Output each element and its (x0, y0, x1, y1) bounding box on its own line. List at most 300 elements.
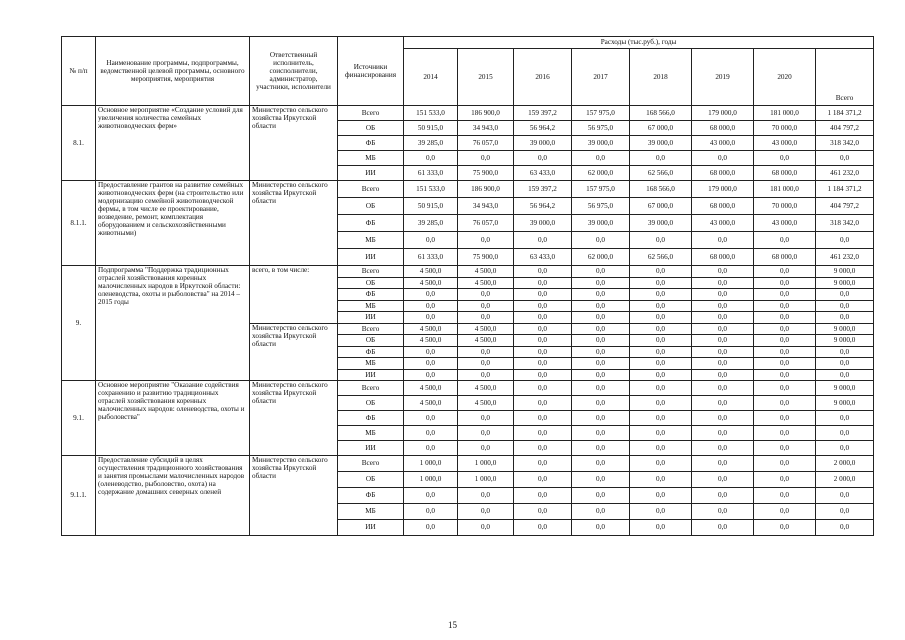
amount-cell: 0,0 (692, 396, 754, 411)
amount-cell: 4 500,0 (404, 277, 458, 289)
amount-cell: 4 500,0 (458, 381, 514, 396)
amount-cell: 0,0 (754, 504, 816, 520)
row-number: 9.1.1. (62, 456, 96, 536)
responsible: Министерство сельского хозяйства Иркутской области (250, 181, 338, 266)
responsible: Министерство сельского хозяйства Иркутской области (250, 381, 338, 456)
funding-source: Всего (338, 381, 404, 396)
amount-cell: 9 000,0 (816, 277, 874, 289)
amount-cell: 0,0 (754, 346, 816, 358)
funding-source: МБ (338, 358, 404, 370)
amount-cell: 0,0 (816, 358, 874, 370)
funding-source: ОБ (338, 121, 404, 136)
amount-cell: 0,0 (816, 289, 874, 301)
table-row (62, 181, 874, 198)
header-year: 2018 (630, 49, 692, 106)
amount-cell: 0,0 (458, 232, 514, 249)
amount-cell: 157 975,0 (572, 181, 630, 198)
amount-cell: 0,0 (514, 381, 572, 396)
amount-cell: 179 000,0 (692, 181, 754, 198)
amount-cell: 0,0 (816, 346, 874, 358)
amount-cell: 0,0 (572, 456, 630, 472)
amount-cell: 0,0 (816, 151, 874, 166)
amount-cell: 4 500,0 (404, 335, 458, 347)
amount-cell: 0,0 (816, 488, 874, 504)
amount-cell: 68 000,0 (692, 249, 754, 266)
amount-cell: 0,0 (458, 411, 514, 426)
funding-source: ФБ (338, 411, 404, 426)
amount-cell: 0,0 (754, 426, 816, 441)
amount-cell: 1 000,0 (458, 472, 514, 488)
amount-cell: 0,0 (572, 323, 630, 335)
amount-cell: 0,0 (754, 289, 816, 301)
amount-cell: 0,0 (630, 232, 692, 249)
amount-cell: 0,0 (630, 411, 692, 426)
amount-cell: 168 566,0 (630, 106, 692, 121)
amount-cell: 63 433,0 (514, 249, 572, 266)
header-num: № п/п (62, 37, 96, 106)
amount-cell: 0,0 (630, 381, 692, 396)
amount-cell: 2 000,0 (816, 456, 874, 472)
amount-cell: 0,0 (572, 488, 630, 504)
row-title: Предоставление субсидий в целях осуществления традиционного хозяйствования и занятия промыслами малочисленных народов (оленеводство, рыболовство, охота) на содержание домашних северных оленей (96, 456, 250, 536)
amount-cell: 0,0 (572, 151, 630, 166)
amount-cell: 0,0 (404, 151, 458, 166)
funding-source: МБ (338, 504, 404, 520)
amount-cell: 0,0 (458, 346, 514, 358)
amount-cell: 0,0 (630, 335, 692, 347)
amount-cell: 76 057,0 (458, 215, 514, 232)
header-name: Наименование программы, подпрограммы, ведомственной целевой программы, основного мероприятия, мероприятия (96, 37, 250, 106)
amount-cell: 0,0 (754, 323, 816, 335)
amount-cell: 0,0 (692, 335, 754, 347)
amount-cell: 62 566,0 (630, 166, 692, 181)
amount-cell: 39 000,0 (572, 136, 630, 151)
amount-cell: 0,0 (404, 312, 458, 324)
amount-cell: 0,0 (458, 488, 514, 504)
amount-cell: 0,0 (630, 312, 692, 324)
amount-cell: 0,0 (572, 335, 630, 347)
amount-cell: 0,0 (404, 300, 458, 312)
header-total: Всего (816, 49, 874, 106)
amount-cell: 70 000,0 (754, 198, 816, 215)
expenses-table (61, 36, 874, 536)
amount-cell: 0,0 (754, 151, 816, 166)
amount-cell: 0,0 (754, 488, 816, 504)
funding-source: ИИ (338, 166, 404, 181)
amount-cell: 1 000,0 (404, 472, 458, 488)
amount-cell: 9 000,0 (816, 323, 874, 335)
funding-source: ИИ (338, 249, 404, 266)
funding-source: ФБ (338, 289, 404, 301)
funding-source: ОБ (338, 198, 404, 215)
responsible: Министерство сельского хозяйства Иркутской области (250, 323, 338, 381)
amount-cell: 0,0 (692, 323, 754, 335)
amount-cell: 0,0 (630, 277, 692, 289)
funding-source: Всего (338, 323, 404, 335)
amount-cell: 0,0 (630, 456, 692, 472)
amount-cell: 1 000,0 (404, 456, 458, 472)
amount-cell: 39 000,0 (630, 215, 692, 232)
amount-cell: 0,0 (572, 520, 630, 536)
table-body (62, 106, 874, 536)
amount-cell: 404 797,2 (816, 121, 874, 136)
amount-cell: 75 900,0 (458, 249, 514, 266)
amount-cell: 461 232,0 (816, 249, 874, 266)
amount-cell: 0,0 (458, 369, 514, 381)
amount-cell: 0,0 (514, 312, 572, 324)
amount-cell: 0,0 (754, 520, 816, 536)
amount-cell: 1 184 371,2 (816, 181, 874, 198)
amount-cell: 70 000,0 (754, 121, 816, 136)
amount-cell: 0,0 (692, 289, 754, 301)
amount-cell: 318 342,0 (816, 136, 874, 151)
amount-cell: 4 500,0 (458, 277, 514, 289)
amount-cell: 0,0 (630, 426, 692, 441)
amount-cell: 0,0 (458, 289, 514, 301)
amount-cell: 0,0 (572, 411, 630, 426)
amount-cell: 0,0 (630, 396, 692, 411)
amount-cell: 0,0 (514, 396, 572, 411)
amount-cell: 63 433,0 (514, 166, 572, 181)
amount-cell: 0,0 (514, 232, 572, 249)
amount-cell: 0,0 (404, 369, 458, 381)
header-year: 2014 (404, 49, 458, 106)
amount-cell: 68 000,0 (692, 121, 754, 136)
amount-cell: 4 500,0 (404, 381, 458, 396)
amount-cell: 0,0 (514, 520, 572, 536)
amount-cell: 0,0 (514, 369, 572, 381)
amount-cell: 39 000,0 (514, 215, 572, 232)
amount-cell: 61 333,0 (404, 249, 458, 266)
amount-cell: 0,0 (630, 346, 692, 358)
funding-source: ИИ (338, 369, 404, 381)
amount-cell: 0,0 (514, 277, 572, 289)
row-title: Подпрограмма "Поддержка традиционных отраслей хозяйствования коренных малочисленных народов в Иркутской области: оленеводства, охоты и рыболовства" на 2014 – 2015 годы (96, 266, 250, 381)
amount-cell: 0,0 (514, 426, 572, 441)
amount-cell: 4 500,0 (458, 396, 514, 411)
amount-cell: 68 000,0 (754, 166, 816, 181)
amount-cell: 461 232,0 (816, 166, 874, 181)
funding-source: МБ (338, 426, 404, 441)
amount-cell: 39 000,0 (630, 136, 692, 151)
page-number: 15 (448, 620, 457, 630)
amount-cell: 4 500,0 (404, 323, 458, 335)
amount-cell: 0,0 (692, 381, 754, 396)
amount-cell: 0,0 (816, 232, 874, 249)
amount-cell: 318 342,0 (816, 215, 874, 232)
amount-cell: 62 566,0 (630, 249, 692, 266)
amount-cell: 0,0 (754, 312, 816, 324)
amount-cell: 76 057,0 (458, 136, 514, 151)
amount-cell: 0,0 (514, 346, 572, 358)
amount-cell: 0,0 (816, 441, 874, 456)
amount-cell: 0,0 (572, 346, 630, 358)
amount-cell: 0,0 (572, 358, 630, 370)
funding-source: МБ (338, 151, 404, 166)
amount-cell: 0,0 (404, 488, 458, 504)
amount-cell: 0,0 (404, 426, 458, 441)
amount-cell: 0,0 (630, 289, 692, 301)
amount-cell: 0,0 (514, 488, 572, 504)
amount-cell: 0,0 (572, 369, 630, 381)
amount-cell: 4 500,0 (404, 396, 458, 411)
amount-cell: 0,0 (514, 266, 572, 278)
amount-cell: 0,0 (458, 504, 514, 520)
amount-cell: 0,0 (754, 381, 816, 396)
amount-cell: 34 943,0 (458, 198, 514, 215)
amount-cell: 0,0 (692, 472, 754, 488)
row-title: Основное мероприятие «Создание условий для увеличения количества семейных животноводческих ферм» (96, 106, 250, 181)
amount-cell: 0,0 (816, 369, 874, 381)
amount-cell: 0,0 (514, 335, 572, 347)
funding-source: МБ (338, 232, 404, 249)
amount-cell: 0,0 (404, 289, 458, 301)
amount-cell: 50 915,0 (404, 198, 458, 215)
amount-cell: 0,0 (692, 411, 754, 426)
responsible: Министерство сельского хозяйства Иркутской области (250, 106, 338, 181)
amount-cell: 9 000,0 (816, 335, 874, 347)
amount-cell: 0,0 (572, 396, 630, 411)
row-number: 8.1. (62, 106, 96, 181)
amount-cell: 2 000,0 (816, 472, 874, 488)
funding-source: ФБ (338, 346, 404, 358)
row-number: 9. (62, 266, 96, 381)
amount-cell: 62 000,0 (572, 166, 630, 181)
funding-source: ОБ (338, 277, 404, 289)
table-row (62, 381, 874, 396)
amount-cell: 75 900,0 (458, 166, 514, 181)
header-year: 2015 (458, 49, 514, 106)
funding-source: ОБ (338, 472, 404, 488)
amount-cell: 1 184 371,2 (816, 106, 874, 121)
amount-cell: 0,0 (404, 358, 458, 370)
amount-cell: 0,0 (572, 504, 630, 520)
amount-cell: 0,0 (754, 441, 816, 456)
amount-cell: 0,0 (692, 426, 754, 441)
amount-cell: 181 000,0 (754, 106, 816, 121)
funding-source: МБ (338, 300, 404, 312)
amount-cell: 0,0 (630, 300, 692, 312)
amount-cell: 0,0 (458, 426, 514, 441)
amount-cell: 0,0 (514, 456, 572, 472)
amount-cell: 181 000,0 (754, 181, 816, 198)
amount-cell: 0,0 (692, 488, 754, 504)
amount-cell: 0,0 (630, 266, 692, 278)
amount-cell: 9 000,0 (816, 396, 874, 411)
row-number: 8.1.1. (62, 181, 96, 266)
row-number: 9.1. (62, 381, 96, 456)
funding-source: Всего (338, 266, 404, 278)
amount-cell: 56 964,2 (514, 121, 572, 136)
amount-cell: 43 000,0 (692, 136, 754, 151)
amount-cell: 39 000,0 (572, 215, 630, 232)
amount-cell: 0,0 (754, 411, 816, 426)
amount-cell: 0,0 (630, 323, 692, 335)
amount-cell: 39 000,0 (514, 136, 572, 151)
amount-cell: 0,0 (692, 369, 754, 381)
amount-cell: 0,0 (404, 441, 458, 456)
responsible: всего, в том числе: (250, 266, 338, 324)
amount-cell: 186 900,0 (458, 181, 514, 198)
amount-cell: 0,0 (816, 504, 874, 520)
amount-cell: 43 000,0 (754, 215, 816, 232)
amount-cell: 0,0 (404, 504, 458, 520)
amount-cell: 0,0 (754, 472, 816, 488)
amount-cell: 404 797,2 (816, 198, 874, 215)
amount-cell: 0,0 (572, 381, 630, 396)
funding-source: ОБ (338, 335, 404, 347)
amount-cell: 0,0 (514, 289, 572, 301)
amount-cell: 68 000,0 (692, 198, 754, 215)
amount-cell: 9 000,0 (816, 266, 874, 278)
amount-cell: 0,0 (692, 441, 754, 456)
amount-cell: 0,0 (630, 504, 692, 520)
amount-cell: 1 000,0 (458, 456, 514, 472)
table-row (62, 266, 874, 278)
amount-cell: 56 964,2 (514, 198, 572, 215)
amount-cell: 0,0 (458, 300, 514, 312)
amount-cell: 0,0 (572, 472, 630, 488)
amount-cell: 0,0 (572, 426, 630, 441)
funding-source: Всего (338, 106, 404, 121)
amount-cell: 0,0 (692, 456, 754, 472)
amount-cell: 0,0 (572, 277, 630, 289)
amount-cell: 0,0 (572, 300, 630, 312)
amount-cell: 0,0 (816, 520, 874, 536)
amount-cell: 0,0 (692, 346, 754, 358)
amount-cell: 0,0 (816, 300, 874, 312)
funding-source: Всего (338, 181, 404, 198)
amount-cell: 0,0 (692, 232, 754, 249)
amount-cell: 61 333,0 (404, 166, 458, 181)
amount-cell: 0,0 (514, 151, 572, 166)
amount-cell: 0,0 (754, 266, 816, 278)
amount-cell: 0,0 (404, 411, 458, 426)
amount-cell: 0,0 (572, 441, 630, 456)
amount-cell: 0,0 (692, 266, 754, 278)
amount-cell: 0,0 (572, 266, 630, 278)
row-title: Основное мероприятие "Оказание содействия сохранению и развитию традиционных отраслей хозяйствования коренных малочисленных народов: оленеводства, охоты и рыболовства" (96, 381, 250, 456)
amount-cell: 151 533,0 (404, 106, 458, 121)
funding-source: ИИ (338, 441, 404, 456)
funding-source: ФБ (338, 488, 404, 504)
header-year: 2016 (514, 49, 572, 106)
funding-source: ФБ (338, 215, 404, 232)
amount-cell: 56 975,0 (572, 121, 630, 136)
amount-cell: 0,0 (692, 151, 754, 166)
funding-source: ИИ (338, 520, 404, 536)
amount-cell: 4 500,0 (458, 266, 514, 278)
header-year: 2017 (572, 49, 630, 106)
amount-cell: 0,0 (816, 411, 874, 426)
amount-cell: 67 000,0 (630, 198, 692, 215)
amount-cell: 0,0 (458, 151, 514, 166)
amount-cell: 0,0 (692, 277, 754, 289)
amount-cell: 186 900,0 (458, 106, 514, 121)
amount-cell: 157 975,0 (572, 106, 630, 121)
amount-cell: 0,0 (630, 488, 692, 504)
amount-cell: 159 397,2 (514, 106, 572, 121)
amount-cell: 62 000,0 (572, 249, 630, 266)
amount-cell: 39 285,0 (404, 136, 458, 151)
amount-cell: 0,0 (572, 312, 630, 324)
header-expenses: Расходы (тыс.руб.), годы (404, 37, 874, 49)
amount-cell: 43 000,0 (754, 136, 816, 151)
amount-cell: 0,0 (572, 289, 630, 301)
amount-cell: 0,0 (754, 232, 816, 249)
amount-cell: 0,0 (692, 300, 754, 312)
amount-cell: 39 285,0 (404, 215, 458, 232)
amount-cell: 0,0 (754, 300, 816, 312)
amount-cell: 0,0 (754, 277, 816, 289)
amount-cell: 34 943,0 (458, 121, 514, 136)
amount-cell: 0,0 (514, 441, 572, 456)
amount-cell: 0,0 (514, 358, 572, 370)
amount-cell: 43 000,0 (692, 215, 754, 232)
amount-cell: 56 975,0 (572, 198, 630, 215)
amount-cell: 0,0 (458, 358, 514, 370)
amount-cell: 0,0 (458, 520, 514, 536)
amount-cell: 0,0 (692, 504, 754, 520)
amount-cell: 0,0 (630, 369, 692, 381)
amount-cell: 179 000,0 (692, 106, 754, 121)
funding-source: Всего (338, 456, 404, 472)
amount-cell: 0,0 (754, 456, 816, 472)
header-year: 2020 (754, 49, 816, 106)
table-row (62, 456, 874, 472)
amount-cell: 0,0 (754, 335, 816, 347)
header-year: 2019 (692, 49, 754, 106)
amount-cell: 4 500,0 (404, 266, 458, 278)
funding-source: ИИ (338, 312, 404, 324)
amount-cell: 0,0 (692, 520, 754, 536)
amount-cell: 0,0 (816, 426, 874, 441)
amount-cell: 0,0 (630, 441, 692, 456)
amount-cell: 0,0 (404, 346, 458, 358)
amount-cell: 9 000,0 (816, 381, 874, 396)
amount-cell: 0,0 (754, 396, 816, 411)
amount-cell: 0,0 (514, 504, 572, 520)
amount-cell: 0,0 (404, 520, 458, 536)
amount-cell: 4 500,0 (458, 323, 514, 335)
amount-cell: 0,0 (514, 472, 572, 488)
amount-cell: 68 000,0 (754, 249, 816, 266)
amount-cell: 68 000,0 (692, 166, 754, 181)
amount-cell: 0,0 (692, 358, 754, 370)
header-responsible: Ответственный исполнитель, соисполнители, администратор, участники, исполнители (250, 37, 338, 106)
table-row (62, 106, 874, 121)
amount-cell: 4 500,0 (458, 335, 514, 347)
amount-cell: 0,0 (754, 369, 816, 381)
amount-cell: 0,0 (816, 312, 874, 324)
amount-cell: 0,0 (630, 151, 692, 166)
amount-cell: 0,0 (514, 300, 572, 312)
funding-source: ОБ (338, 396, 404, 411)
amount-cell: 50 915,0 (404, 121, 458, 136)
amount-cell: 159 397,2 (514, 181, 572, 198)
amount-cell: 151 533,0 (404, 181, 458, 198)
amount-cell: 0,0 (404, 232, 458, 249)
amount-cell: 0,0 (692, 312, 754, 324)
row-title: Предоставление грантов на развитие семейных животноводческих ферм (на строительство или модернизацию семейной животноводческой фермы, в том числе ее проектирование, возведение, ремонт, комплектация оборудованием и сельскохозяйственными животными) (96, 181, 250, 266)
amount-cell: 0,0 (754, 358, 816, 370)
amount-cell: 0,0 (630, 472, 692, 488)
funding-source: ФБ (338, 136, 404, 151)
amount-cell: 0,0 (458, 441, 514, 456)
amount-cell: 0,0 (514, 411, 572, 426)
amount-cell: 67 000,0 (630, 121, 692, 136)
amount-cell: 0,0 (458, 312, 514, 324)
